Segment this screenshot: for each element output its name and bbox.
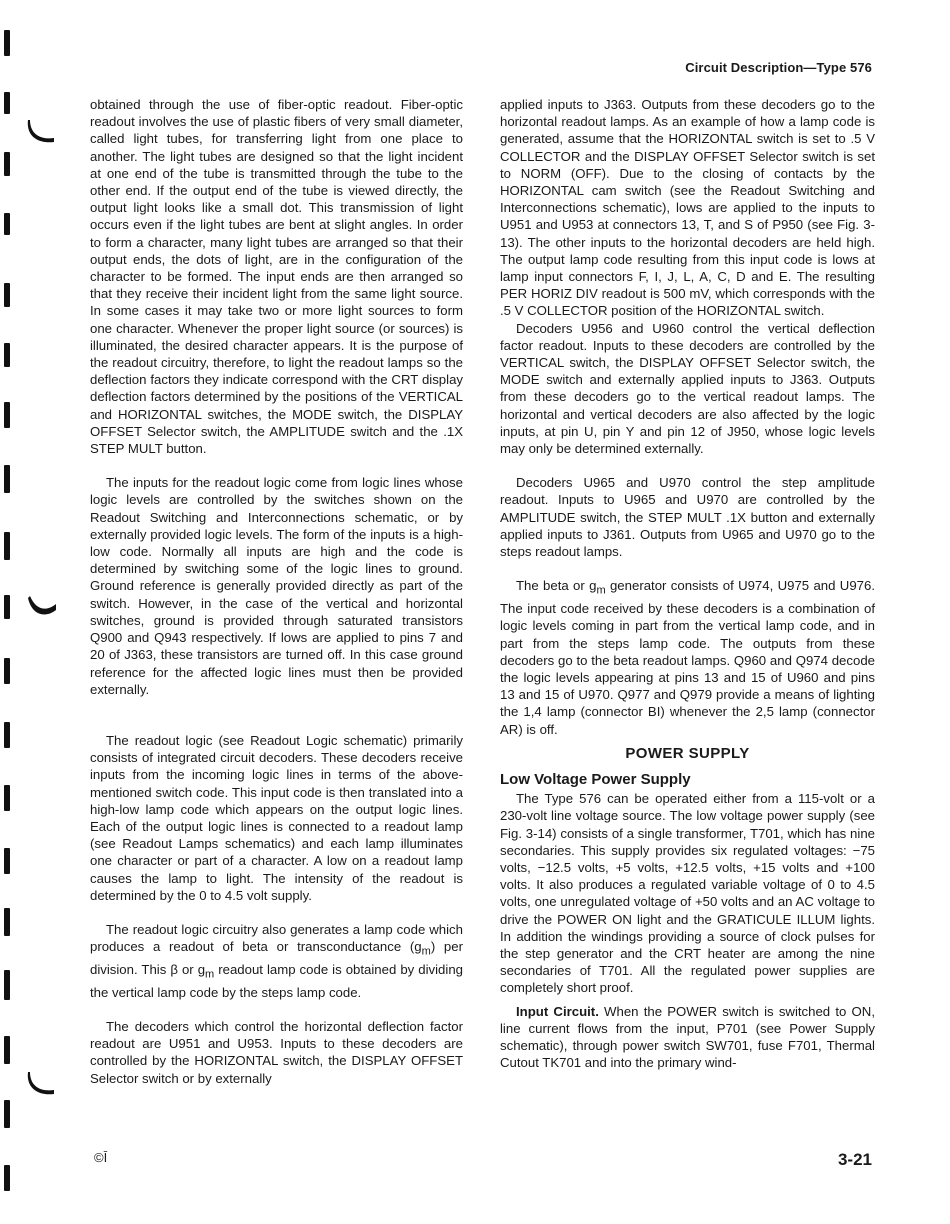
binding-edge-mark [4,908,10,936]
right-column [500,96,875,1071]
binding-edge-mark [4,970,10,1000]
binding-edge-mark [4,1036,10,1064]
paragraph: The Type 576 can be operated either from a 115-volt or a 230-volt line voltage source. The low voltage power supply (see Fig. 3-14) consists of a single transformer, T701, which has nine secondaries. This supply provides six regulated voltages: −75 volts, −12.5 volts, +5 volts, +12.5 volts, +15 volts and +100 volts. It also produces a regulated variable voltage of 0 to 4.5 volts, one unregulated voltage of +50 volts and an AC voltage to drive the POWER ON light and the GRATICULE ILLUM lights. In addition the windings providing a source of clock pulses for the step generator and the CRT heater are among the nine secondaries of T701. All the regulated power supplies are completely short proof. [500,791,875,996]
binding-edge-mark [4,1100,10,1128]
left-column [90,96,463,1087]
paragraph: The decoders which control the horizontal deflection factor readout are U951 and U953. Inputs to these decoders are controlled by the HORIZONTAL switch, the DISPLAY OFFSET Selector switch or by externally [90,1019,463,1086]
paragraph: The readout logic (see Readout Logic schematic) primarily consists of integrated circuit decoders. These decoders receive inputs from the incoming logic lines in terms of the above-mentioned switch code. This input code is then translated into a high-low lamp code which appears on the output logic lines. Each of the output logic lines is connected to a readout lamp (see Readout Lamps schematics) and each lamp illuminates one character or part of a character. A low on a readout lamp causes the lamp to light. The intensity of the readout is determined by the 0 to 4.5 volt supply. [90,732,463,903]
paragraph: Decoders U956 and U960 control the vertical deflection factor readout. Inputs to these decoders are controlled by the VERTICAL switch, the DISPLAY OFFSET Selector switch, the MODE switch and externally applied inputs to J363. Outputs from these decoders go to the vertical readout lamps. The horizontal and vertical decoders are also affected by the logic inputs, at pin U, pin Y and pin 12 of J950, whose logic levels may only be determined externally. [500,320,875,457]
binding-edge-mark [4,595,10,619]
binding-edge-mark [4,658,10,684]
run-in-heading: Input Circuit. [516,1003,599,1019]
subsection-title: Low Voltage Power Supply [500,770,691,788]
binding-edge-mark [4,343,10,367]
punch-hole-mark [26,1068,58,1096]
punch-hole-mark [26,590,58,618]
footer-mark: ©Ī [94,1150,108,1165]
binding-edge-mark [4,213,10,235]
binding-edge-mark [4,152,10,176]
binding-edge-mark [4,30,10,56]
binding-edge-mark [4,402,10,428]
section-title: POWER SUPPLY [625,744,750,762]
binding-edge-mark [4,465,10,493]
page-number: 3-21 [837,1150,872,1169]
binding-edge-mark [4,722,10,748]
binding-edge-mark [4,1165,10,1191]
paragraph: applied inputs to J363. Outputs from these decoders go to the horizontal readout lamps. As an example of how a lamp code is generated, assume that the HORIZONTAL switch is set to .5 V COLLECTOR and the DISPLAY OFFSET Selector switch is set to NORM (OFF). Due to the closing of contacts by the HORIZONTAL cam switch (see the Readout Switching and Interconnections schematic), lows are applied to the inputs to U951 and U953 at connectors 13, T, and S of P950 (see Fig. 3-13). The other inputs to the horizontal decoders are held high. The output lamp code resulting from this input code is lows at lamp input connectors F, I, J, L, A, C, D and E. The resulting PER HORIZ DIV readout is 500 mV, which corresponds with the .5 V COLLECTOR position of the HORIZONTAL switch. [500,97,875,319]
binding-edge-mark [4,848,10,874]
paragraph: The beta or $g_m$ generator consists of U974, U975 and U976. The input code received by these decoders is a combination of logic levels coming in part from the vertical lamp code, and in part from the steps lamp code. The outputs from these decoders go to the beta readout lamps. Q960 and Q974 decode the logic levels appearing at pins 13 and 15 of U960 and pins 13 and 15 of U970. Q977 and Q979 provide a means of lighting the 1,4 lamp (connector BI) whenever the 2,5 lamp (connector AR) is off. [500,578,875,737]
paragraph: obtained through the use of fiber-optic readout. Fiber-optic readout involves the use of plastic fibers of very small diameter, called light tubes, for transferring light from one place to another. The light tubes are designed so that the light incident at one end of the tube is transmitted through the tube to the other end. If the output end of the tube is viewed directly, the output light looks like a small dot. This transmission of light occurs even if the light tubes are bent at slight angles. In order to form a character, many light tubes are arranged so that their output ends, the dots of light, are in the configuration of the character to be formed. The input ends are then arranged so that they receive their incident light from the same light source. In some cases it may take two or more light sources to form one character. Whenever the proper light source (or sources) is illuminated, the desired character appears. It is the purpose of the readout circuitry, therefore, to light the readout lamps so the deflection factors they indicate correspond with the CRT display deflection factors determined by the positions of the VERTICAL and HORIZONTAL switches, the MODE switch, the DISPLAY OFFSET Selector switch, the AMPLITUDE switch and the .1X STEP MULT button. [90,97,463,457]
binding-edge-mark [4,532,10,560]
binding-edge-mark [4,785,10,811]
paragraph: Decoders U965 and U970 control the step amplitude readout. Inputs to U965 and U970 are controlled by the AMPLITUDE switch, the STEP MULT .1X button and externally applied inputs to J361. Outputs from U965 and U970 go to the steps readout lamps. [500,475,875,560]
binding-edge-mark [4,92,10,114]
running-header: Circuit Description—Type 576 [685,60,872,75]
binding-edge-mark [4,283,10,307]
paragraph: Input Circuit. When the POWER switch is switched to ON, line current flows from the input, P701 (see Power Supply schematic), through power switch SW701, fuse F701, Thermal Cutout TK701 and into the primary wind- [500,1003,875,1071]
paragraph: The inputs for the readout logic come from logic lines whose logic levels are controlled by the switches shown on the Readout Switching and Interconnections schematic, or by externally provided logic levels. The form of the inputs is a high-low code. Normally all inputs are high and the code is determined by switching some of the logic lines to ground. Ground reference is generally provided directly as part of the switch. However, in the case of the vertical and horizontal switches, ground is provided through saturated transistors Q900 and Q943 respectively. If lows are applied to pins 7 and 20 of J363, these transistors are turned off. In this case ground reference for the affected logic lines must then be provided externally. [90,475,463,697]
punch-hole-mark [26,116,58,144]
paragraph: The readout logic circuitry also generates a lamp code which produces a readout of beta or transconductance $(g_m)$ per division. This β or $g_m$ readout lamp code is obtained by dividing the vertical lamp code by the steps lamp code. [90,921,463,1000]
